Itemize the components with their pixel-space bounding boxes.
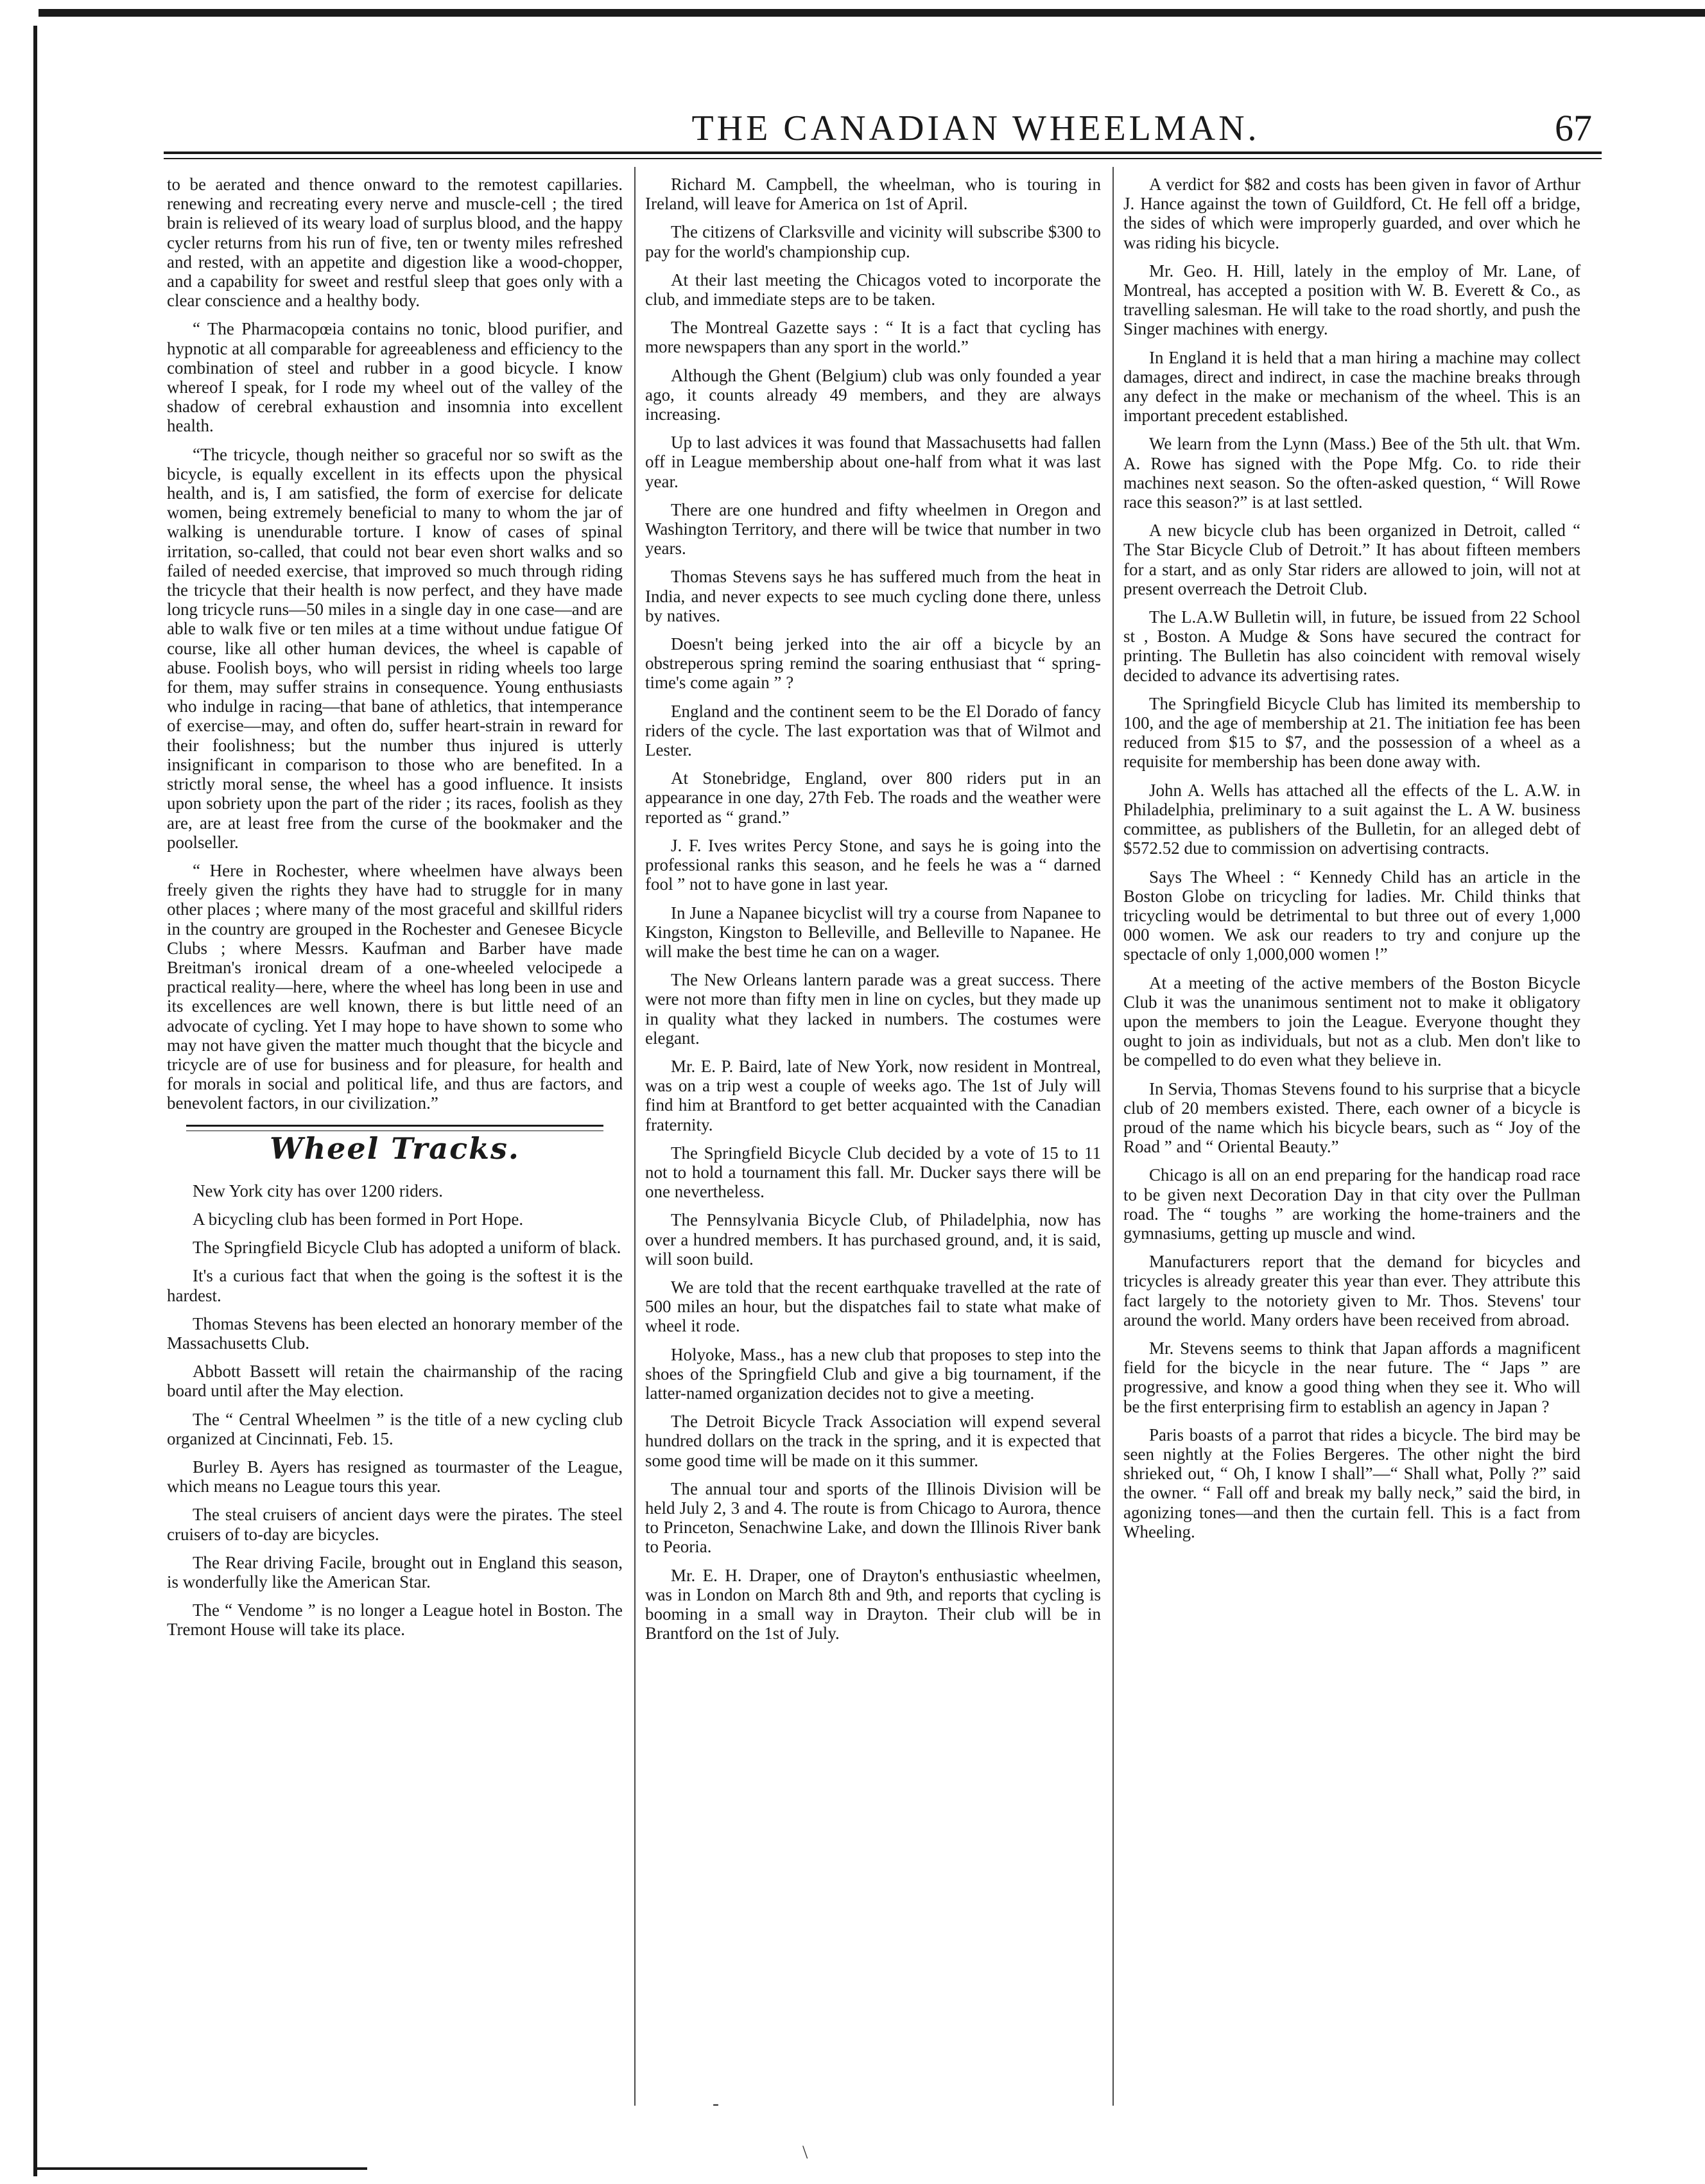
column-divider <box>634 167 636 2106</box>
news-item: Although the Ghent (Belgium) club was only founded a year ago, it counts already 49 members, and they are always increasing. <box>645 365 1101 424</box>
left-margin-line <box>33 26 37 2176</box>
news-item: The New Orleans lantern parade was a great success. There were not more than fifty men in line on cycles, but they made up in quality what they lacked in numbers. The costumes were elegant. <box>645 970 1101 1048</box>
news-item: In Servia, Thomas Stevens found to his surprise that a bicycle club of 20 members existed. There, each owner of a bicycle is proud of the name which his bicycle bears, such as “ Joy of the Road ” and “ Oriental Beauty.” <box>1123 1079 1580 1157</box>
section-title: Wheel Tracks. <box>270 1131 520 1166</box>
paragraph: “The tricycle, though neither so graceful nor so swift as the bicycle, is equally excellent in its effects upon the physical health, and is, I am satisfied, the form of exercise for delicate women, being extremely beneficial to many to whom the jar of walking is unendurable torture. I know of cases of spinal irritation, so-called, that could not bear even short walks and so failed of needed exercise, that improved so much through riding the tricycle that their health is now perfect, and they have made long tricycle runs—50 miles in a single day in one case—and are able to walk five or ten miles at a time without undue fatigue Of course, like all other human devices, the wheel is capable of abuse. Foolish boys, who will persist in riding wheels too large for them, may suffer strains in consequence. Young enthusiasts who indulge in racing—that bane of athletics, that intemperance of exercise—may, and often do, suffer heart-strain in reward for their foolishness; but the number thus injured is utterly insignificant in comparison to those who are benefited. In a strictly moral sense, the wheel has a good influence. It insists upon sobriety upon the part of the rider ; its races, foolish as they are, are at least free from the curse of the bookmaker and the poolseller. <box>167 444 623 852</box>
paragraph: “ Here in Rochester, where wheelmen have always been freely given the rights they have had to struggle for in many other places ; where many of the most graceful and skillful riders in the country are grouped in the Rochester and Genesee Bicycle Clubs ; where Messrs. Kaufman and Barber have made Breitman's ironical dream of a one-wheeled velocipede a practical reality—here, where the wheel has long been in use and its excellences are well known, there is but little need of an advocate of cycling. Yet I may hope to have shown to some who may not have given the matter much thought that the bicycle and tricycle are of use for business and for pleasure, for health and for morals in social and political life, and thus are factors, and benevolent factors, in our civilization.” <box>167 860 623 1113</box>
news-item: A bicycling club has been formed in Port Hope. <box>193 1209 524 1229</box>
news-item: At their last meeting the Chicagos voted to incorporate the club, and immediate steps are to be taken. <box>645 270 1101 309</box>
news-item: Burley B. Ayers has resigned as tourmaster of the League, which means no League tours this year. <box>167 1457 623 1496</box>
news-item: Mr. E. P. Baird, late of New York, now resident in Montreal, was on a trip west a couple of weeks ago. The 1st of July will find him at Brantford to get better acquainted with the Canadian fraternity. <box>645 1056 1101 1134</box>
news-item: Up to last advices it was found that Massachusetts had fallen off in League membership about one-half from what it was last year. <box>645 433 1101 491</box>
news-item: Mr. Stevens seems to think that Japan affords a magnificent field for the bicycle in the near future. The “ Japs ” are progressive, and know a good thing when they see it. Who will be the first enterprising firm to establish an agency in Japan ? <box>1123 1338 1580 1416</box>
column-divider <box>1112 167 1114 2106</box>
news-item: Doesn't being jerked into the air off a bicycle by an obstreperous spring remind the soaring enthusiast that “ spring-time's come again ” ? <box>645 634 1101 693</box>
news-item: We are told that the recent earthquake travelled at the rate of 500 miles an hour, but the dispatches fail to state what make of wheel it rode. <box>645 1277 1101 1336</box>
news-item: The “ Vendome ” is no longer a League hotel in Boston. The Tremont House will take its place. <box>167 1600 623 1640</box>
header-rule-thin <box>164 158 1602 159</box>
section-rule <box>186 1125 603 1127</box>
news-item: Says The Wheel : “ Kennedy Child has an article in the Boston Globe on tricycling for ladies. Mr. Child thinks that tricycling would be detrimental to but three out of every 1,000 000 women. We ask our readers to try and conjure up the spectacle of only 1,000,000 women !” <box>1123 867 1580 964</box>
news-item: The steal cruisers of ancient days were the pirates. The steel cruisers of to-day are bicycles. <box>167 1505 623 1544</box>
news-item: J. F. Ives writes Percy Stone, and says he is going into the professional ranks this season, and he feels he was a “ darned fool ” not to have gone in last year. <box>645 835 1101 894</box>
news-item: The Springfield Bicycle Club has limited its membership to 100, and the age of membership at 21. The initiation fee has been reduced from $15 to $7, and the possession of a wheel as a requisite for membership has been done away with. <box>1123 693 1580 772</box>
news-item: The Pennsylvania Bicycle Club, of Philadelphia, now has over a hundred members. It has purchased ground, and, it is said, will soon build. <box>645 1210 1101 1269</box>
news-item: A new bicycle club has been organized in Detroit, called “ The Star Bicycle Club of Detroit.” It has about fifteen members for a start, and as only Star riders are allowed to join, will not at present overreach the Detroit Club. <box>1123 521 1580 598</box>
news-item: Mr. Geo. H. Hill, lately in the employ of Mr. Lane, of Montreal, has accepted a position with W. B. Everett & Co., as travelling salesman. He will take to the road shortly, and push the Singer machines with energy. <box>1123 261 1580 339</box>
news-item: In England it is held that a man hiring a machine may collect damages, direct and indirect, in case the machine breaks through any defect in the make or mechanism of the wheel. This is an important precedent established. <box>1123 347 1580 426</box>
news-item: The Rear driving Facile, brought out in England this season, is wonderfully like the American Star. <box>167 1552 623 1591</box>
news-item: England and the continent seem to be the El Dorado of fancy riders of the cycle. The last exportation was that of Wilmot and Lester. <box>645 701 1101 760</box>
paragraph: to be aerated and thence onward to the remotest capillaries. renewing and recreating every nerve and muscle-cell ; the tired brain is relieved of its weary load of surplus blood, and the happy cycler returns from his run of five, ten or twenty miles refreshed and rested, with an appetite and digestion like a wood-chopper, and a capability for sweet and restful sleep that goes only with a clear conscience and a healthy body. <box>167 175 623 311</box>
page-header <box>167 103 1592 154</box>
news-item: New York city has over 1200 riders. <box>193 1181 443 1200</box>
news-item: At Stonebridge, England, over 800 riders put in an appearance in one day, 27th Feb. The roads and the weather were reported as “ grand.” <box>645 768 1101 827</box>
news-item: Thomas Stevens says he has suffered much from the heat in India, and never expects to see much cycling done there, unless by natives. <box>645 567 1101 625</box>
news-item: At a meeting of the active members of the Boston Bicycle Club it was the unanimous sentiment not to make it obligatory upon the members to join the League. Everyone thought they ought to join as individuals, but not as a club. Men don't like to be compelled to do even what they believe in. <box>1123 973 1580 1070</box>
news-item: John A. Wells has attached all the effects of the L. A.W. in Philadelphia, preliminary to a suit against the L. A W. business committee, as publishers of the Bulletin, for an alleged debt of $572.52 due to commission on advertising contracts. <box>1123 780 1580 858</box>
masthead-title: THE CANADIAN WHEELMAN. <box>691 108 1260 148</box>
top-border-line <box>39 9 1705 17</box>
news-item: A verdict for $82 and costs has been given in favor of Arthur J. Hance against the town of Guildford, Ct. He fell off a bridge, the sides of which were improperly guarded, and over which he was riding his bicycle. <box>1123 175 1580 252</box>
header-rule-thick <box>164 152 1602 154</box>
news-item: The citizens of Clarksville and vicinity will subscribe $300 to pay for the world's championship cup. <box>645 222 1101 261</box>
page-number: 67 <box>1555 107 1592 149</box>
news-item: Thomas Stevens has been elected an honorary member of the Massachusetts Club. <box>167 1313 623 1353</box>
news-item: Manufacturers report that the demand for bicycles and tricycles is already greater this year than ever. They attribute this fact largely to the notoriety given to Mr. Thos. Stevens' tour around the world. Many orders have been received from abroad. <box>1123 1252 1580 1330</box>
news-item: We learn from the Lynn (Mass.) Bee of the 5th ult. that Wm. A. Rowe has signed with the Pope Mfg. Co. to ride their machines next season. So the often-asked question, “ Will Rowe race this season?” is at last settled. <box>1123 434 1580 512</box>
news-item: Chicago is all on an end preparing for the handicap road race to be given next Decoration Day in that city over the Pullman road. The “ toughs ” are working the home-trainers and the gymnasiums, getting up muscle and wind. <box>1123 1165 1580 1243</box>
news-item: Abbott Bassett will retain the chairmanship of the racing board until after the May election. <box>167 1362 623 1401</box>
bottom-margin-line <box>33 2167 367 2170</box>
news-item: In June a Napanee bicyclist will try a course from Napanee to Kingston, Kingston to Belleville, and Belleville to Napanee. He will make the best time he can on a wager. <box>645 903 1101 961</box>
news-item: The Detroit Bicycle Track Association will expend several hundred dollars on the track in the spring, and it is expected that some good time will be made on it this summer. <box>645 1412 1101 1470</box>
news-item: The “ Central Wheelmen ” is the title of a new cycling club organized at Cincinnati, Feb. 15. <box>167 1409 623 1448</box>
news-item: Mr. E. H. Draper, one of Drayton's enthusiastic wheelmen, was in London on March 8th and 9th, and reports that cycling is booming in a small way in Drayton. Their club will be in Brantford on the 1st of July. <box>645 1565 1101 1643</box>
news-item: The L.A.W Bulletin will, in future, be issued from 22 School st , Boston. A Mudge & Sons have secured the contract for printing. The Bulletin has also coincident with removal wisely decided to advance its advertising rates. <box>1123 607 1580 685</box>
news-item: The Springfield Bicycle Club has adopted a uniform of black. <box>193 1238 621 1258</box>
paragraph: “ The Pharmacopœia contains no tonic, blood purifier, and hypnotic at all comparable for agreeableness and efficiency to the combination of steel and rubber in a good bicycle. I know whereof I speak, for I rode my wheel out of the valley of the shadow of cerebral exhaustion and insomnia into excellent health. <box>167 319 623 436</box>
news-item: The Montreal Gazette says : “ It is a fact that cycling has more newspapers than any sport in the world.” <box>645 318 1101 357</box>
news-item: The annual tour and sports of the Illinois Division will be held July 2, 3 and 4. The route is from Chicago to Aurora, thence to Princeton, Senachwine Lake, and down the Illinois River bank to Peoria. <box>645 1478 1101 1557</box>
column-right <box>1123 175 1580 1550</box>
news-item: It's a curious fact that when the going is the softest it is the hardest. <box>167 1266 623 1305</box>
scan-mark: - <box>713 2093 719 2114</box>
news-item: Paris boasts of a parrot that rides a bicycle. The bird may be seen nightly at the Folies Bergeres. The other night the bird shrieked out, “ Oh, I know I shall”—“ Shall what, Polly ?” said the owner. “ Fall off and break my bally neck,” said the bird, in agonizing tones—and then the curtain fell. This is a fact from Wheeling. <box>1123 1425 1580 1541</box>
column-left <box>167 175 623 1649</box>
column-middle <box>645 175 1101 1652</box>
news-item: There are one hundred and fifty wheelmen in Oregon and Washington Territory, and there will be twice that number in two years. <box>645 499 1101 559</box>
news-item: The Springfield Bicycle Club decided by a vote of 15 to 11 not to hold a tournament this fall. Mr. Ducker says there will be one nevertheless. <box>645 1143 1101 1202</box>
news-item: Richard M. Campbell, the wheelman, who is touring in Ireland, will leave for America on 1st of April. <box>645 175 1101 214</box>
scan-mark: \ <box>802 2142 808 2163</box>
news-item: Holyoke, Mass., has a new club that proposes to step into the shoes of the Springfield Club and give a big tournament, if the latter-named organization decides not to give a meeting. <box>645 1344 1101 1403</box>
